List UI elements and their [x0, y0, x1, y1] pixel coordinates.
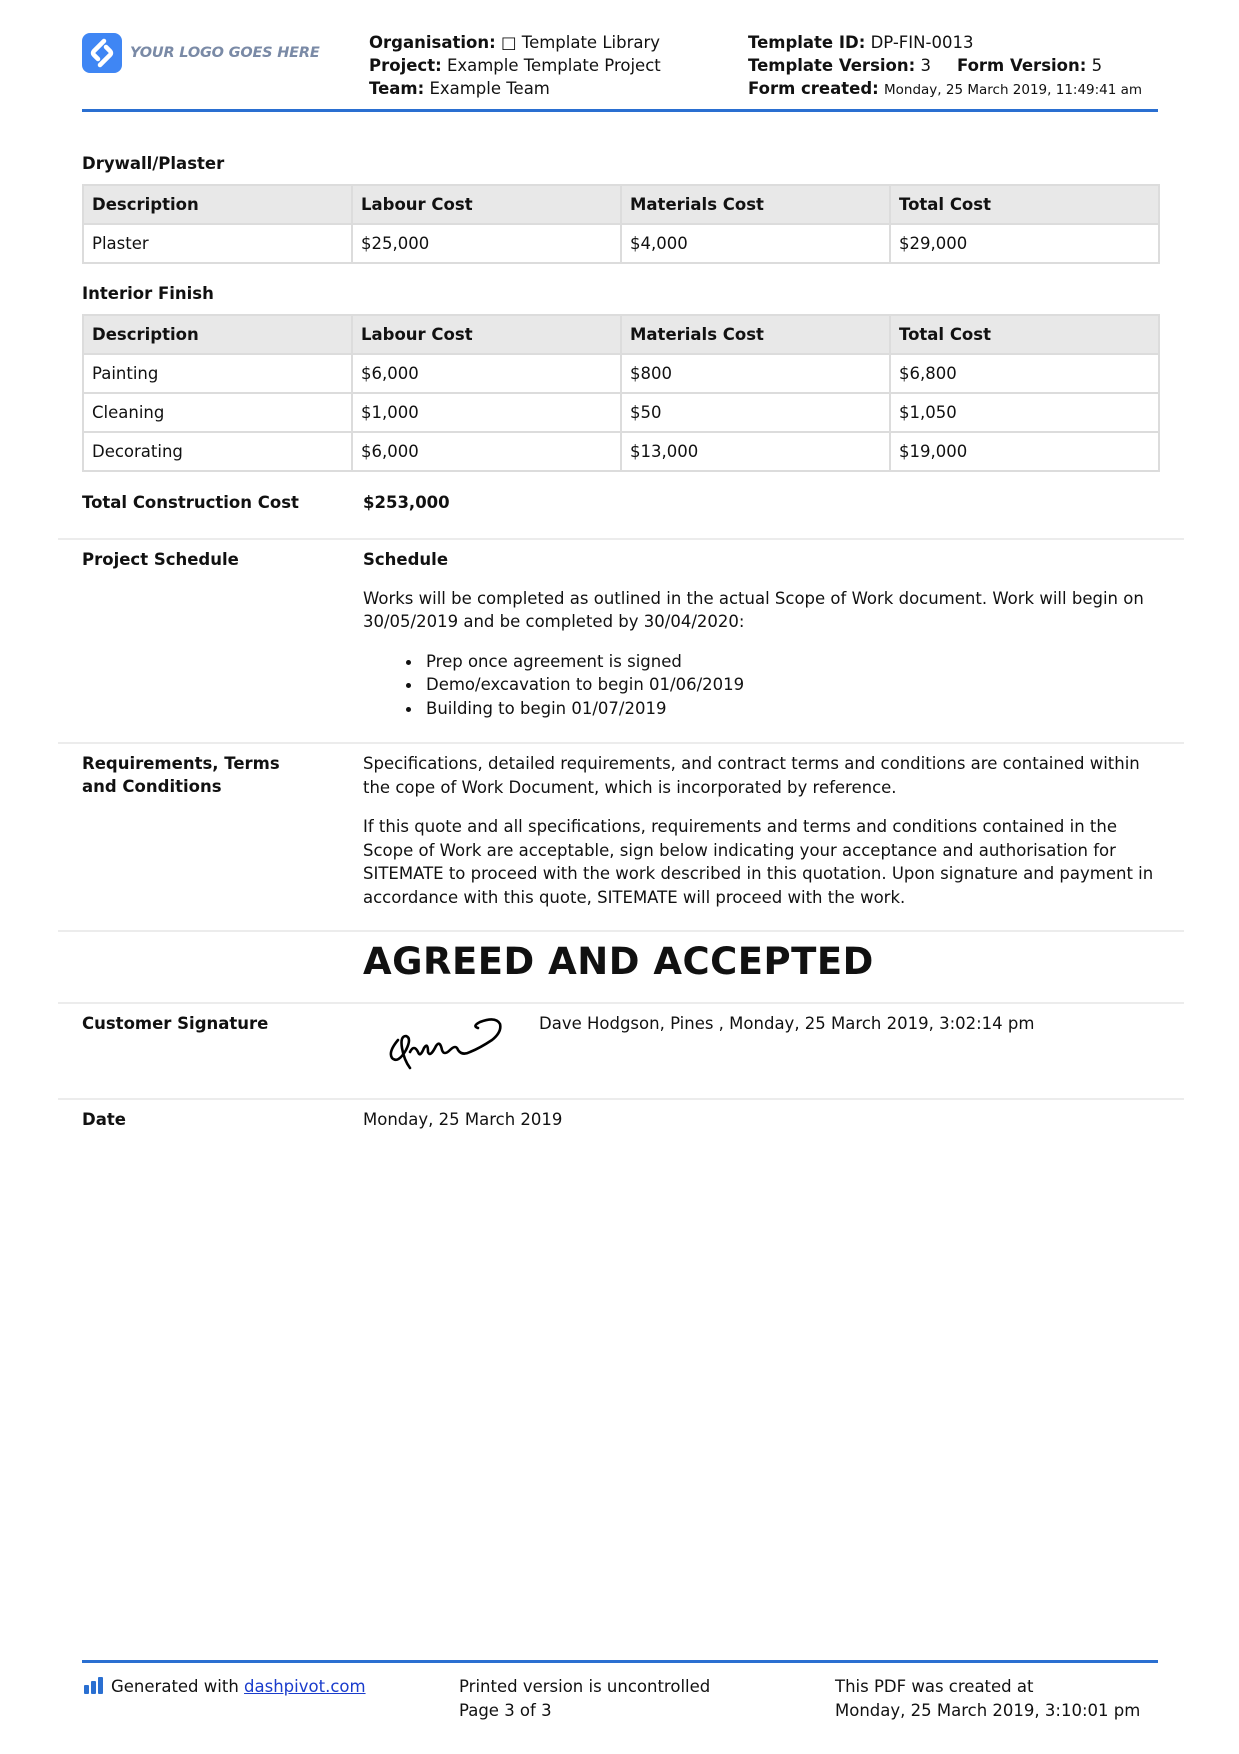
- form-version-value: 5: [1091, 56, 1103, 75]
- generated-prefix: Generated with: [111, 1677, 239, 1696]
- table-cell: $6,800: [890, 354, 1159, 393]
- table-cell: Cleaning: [83, 393, 352, 432]
- table-cell: $4,000: [621, 224, 890, 263]
- signature-details: Dave Hodgson, Pines , Monday, 25 March 2019, 3:02:14 pm: [539, 1014, 1035, 1033]
- table-cell: $1,000: [352, 393, 621, 432]
- project-schedule-content: [363, 548, 1163, 720]
- list-item: Demo/excavation to begin 01/06/2019: [426, 673, 1163, 697]
- template-version-value: 3: [920, 56, 931, 75]
- column-header: Materials Cost: [621, 315, 890, 354]
- table-cell: Plaster: [83, 224, 352, 263]
- project-schedule-label: Project Schedule: [82, 550, 239, 569]
- table-cell: $1,050: [890, 393, 1159, 432]
- organisation-value: □ Template Library: [500, 33, 661, 52]
- header-divider: [82, 109, 1158, 112]
- page-number: Page 3 of 3: [459, 1700, 552, 1720]
- template-version-label: Template Version:: [748, 56, 916, 75]
- total-cost-label: Total Construction Cost: [82, 493, 299, 512]
- terms-label-line1: Requirements, Terms: [82, 754, 280, 773]
- table-header-row: [83, 185, 1159, 224]
- list-item: Building to begin 01/07/2019: [426, 697, 1163, 721]
- section-divider: [58, 1002, 1184, 1004]
- form-version-label: Form Version:: [956, 56, 1087, 75]
- terms-label-line2: and Conditions: [82, 777, 222, 796]
- footer-divider: [82, 1660, 1158, 1663]
- column-header: Labour Cost: [352, 185, 621, 224]
- drywall-cost-table: [82, 184, 1160, 264]
- agreed-heading: AGREED AND ACCEPTED: [363, 940, 874, 983]
- header-project-info: [369, 31, 661, 100]
- terms-paragraph: If this quote and all specifications, requirements and terms and conditions contained in the Scope of Work are acceptable, sign below indicating your acceptance and authorisation for SITEMATE to proceed with the work described in this quotation. Upon signature and payment in accordance with this quote, SITEMATE will proceed with the work.: [363, 817, 1154, 907]
- organisation-label: Organisation:: [369, 33, 496, 52]
- column-header: Total Cost: [890, 315, 1159, 354]
- section-divider: [58, 1098, 1184, 1100]
- table-header-row: [83, 315, 1159, 354]
- terms-paragraph: Specifications, detailed requirements, and contract terms and conditions are contained within the cope of Work Document, which is incorporated by reference.: [363, 754, 1140, 797]
- dashpivot-icon: [84, 1677, 103, 1694]
- column-header: Description: [83, 185, 352, 224]
- schedule-heading: Schedule: [363, 550, 449, 569]
- date-value: Monday, 25 March 2019: [363, 1110, 563, 1129]
- terms-content: [363, 752, 1163, 925]
- table-row: [83, 432, 1159, 471]
- table-row: [83, 224, 1159, 263]
- logo-text: YOUR LOGO GOES HERE: [130, 45, 320, 61]
- table-cell: $19,000: [890, 432, 1159, 471]
- terms-label: [82, 752, 280, 798]
- column-header: Description: [83, 315, 352, 354]
- template-id-label: Template ID:: [748, 33, 866, 52]
- team-label: Team:: [369, 79, 425, 98]
- footer-generated: [84, 1675, 366, 1699]
- table-cell: $29,000: [890, 224, 1159, 263]
- company-logo: [82, 33, 320, 73]
- interior-cost-table: [82, 314, 1160, 472]
- team-value: Example Team: [429, 79, 550, 98]
- section-divider: [58, 930, 1184, 932]
- printed-notice: Printed version is uncontrolled: [459, 1677, 711, 1696]
- table-row: [83, 354, 1159, 393]
- form-created-value: Monday, 25 March 2019, 11:49:41 am: [884, 82, 1143, 98]
- template-id-value: DP-FIN-0013: [870, 33, 974, 52]
- table-cell: $800: [621, 354, 890, 393]
- section-divider: [58, 538, 1184, 540]
- created-label: This PDF was created at: [835, 1677, 1034, 1696]
- table-cell: $50: [621, 393, 890, 432]
- table-cell: $25,000: [352, 224, 621, 263]
- project-value: Example Template Project: [446, 56, 661, 75]
- table-cell: $6,000: [352, 432, 621, 471]
- table-cell: $6,000: [352, 354, 621, 393]
- column-header: Total Cost: [890, 185, 1159, 224]
- total-cost-value: $253,000: [363, 493, 450, 512]
- column-header: Labour Cost: [352, 315, 621, 354]
- table-cell: $13,000: [621, 432, 890, 471]
- dashpivot-link[interactable]: dashpivot.com: [244, 1677, 366, 1696]
- footer-created: [835, 1675, 1140, 1722]
- footer-printed: [459, 1675, 710, 1722]
- table-cell: Painting: [83, 354, 352, 393]
- schedule-intro: Works will be completed as outlined in the actual Scope of Work document. Work will begin on 30/05/2019 and be completed by 30/04/2020:: [363, 588, 1144, 631]
- section-divider: [58, 742, 1184, 744]
- table-cell: Decorating: [83, 432, 352, 471]
- customer-signature-label: Customer Signature: [82, 1014, 269, 1033]
- created-timestamp: Monday, 25 March 2019, 3:10:01 pm: [835, 1700, 1141, 1720]
- logo-icon: [82, 33, 122, 73]
- table-row: [83, 393, 1159, 432]
- date-label: Date: [82, 1110, 126, 1129]
- signature-image: [384, 1012, 514, 1076]
- project-label: Project:: [369, 56, 442, 75]
- form-created-label: Form created:: [748, 79, 879, 98]
- list-item: Prep once agreement is signed: [426, 650, 1163, 674]
- header-template-info: [748, 31, 1142, 102]
- interior-section-title: Interior Finish: [82, 284, 214, 303]
- schedule-list: [363, 650, 1163, 721]
- drywall-section-title: Drywall/Plaster: [82, 154, 225, 173]
- column-header: Materials Cost: [621, 185, 890, 224]
